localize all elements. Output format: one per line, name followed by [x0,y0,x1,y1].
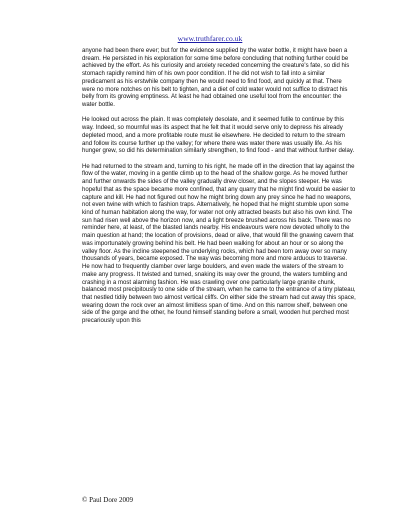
website-link[interactable]: www.truthfarer.co.uk [177,34,243,43]
paragraph: He had returned to the stream and, turning to his right, he made off in the direction that lay against the flow of the water, moving in a gentle climb up to the head of the shallow gorge. As he moved further and further onwards the sides of the valley gradually drew closer, and the slopes steeper. He was hopeful that as the space became more confined, that any quarry that he might find would be easier to capture and kill. He had not figured out how he might bring down any prey since he had no weapons, not even twine with which to fashion traps. Alternatively, he hoped that he might stumble upon some kind of human habitation along the way, for water not only attracted beasts but also his own kind. The sun had risen well above the horizon now, and a light breeze brushed across his back. There was no reminder here, at least, of the blasted lands nearby. His endeavours were now devoted wholly to the main question at hand; the location of provisions, dead or alive, that would fill the gnawing cavern that was importunately growing behind his belt. He had been walking for about an hour or so along the valley floor. As the incline steepened the underlying rocks, which had been torn away over so many thousands of years, became exposed. The way was becoming more and more arduous to traverse. He now had to frequently clamber over large boulders, and even wade the waters of the stream to make any progress. It twisted and turned, snaking its way over the ground, the waters tumbling and crashing in a most alarming fashion. He was crawling over one particularly large granite chunk, balanced most precipitously to one side of the stream, when he came to the entrance of a tiny plateau, that nestled tidily between two almost vertical cliffs. On either side the stream had cut away this space, wearing down the rock over an almost limitless span of time. And on this narrow shelf, between one side of the gorge and the other, he found himself standing before a small, wooden hut perched most precariously upon this [82,163,356,325]
paragraph: anyone had been there ever; but for the evidence supplied by the water bottle, it might have been a dream. He persisted in his exploration for some time before concluding that nothing further could be achieved by the effort. As his curiosity and anxiety receded concerning the creature's fate, so did his stomach rapidly remind him of his own poor condition. If he did not wish to fall into a similar predicament as his erstwhile company then he would need to find food, and quickly at that. There were no more notches on his belt to tighten, and a diet of cold water would not suffice to distract his belly from its growing emptiness. At least he had obtained one useful tool from the encounter: the water bottle. [82,48,350,109]
document-body [82,48,356,334]
paragraph: He looked out across the plain. It was completely desolate, and it seemed futile to continue by this way. Indeed, so mournful was its aspect that he felt that it would serve only to depress his already depleted mood, and a more profitable route must lie elsewhere. He decided to return to the stream and follow its course further up the valley; for where there was water there was usually life. As his hunger grew, so did his determination similarly strengthen, to find food - and that without further delay. [82,117,355,155]
copyright-footer: © Paul Dore 2009 [82,496,134,504]
